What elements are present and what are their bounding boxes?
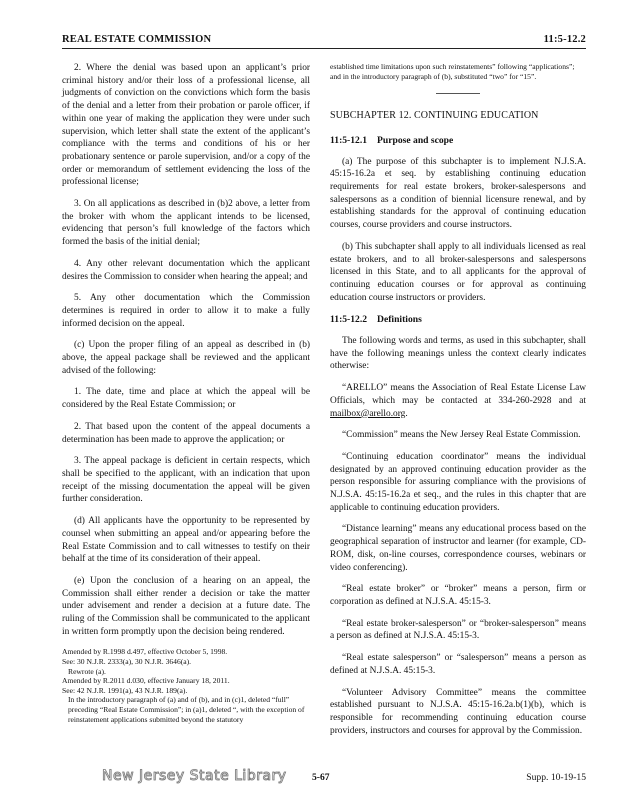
section-title: Definitions [377, 314, 422, 326]
history-line: Amended by R.2011 d.030, effective January 18, 2011. [62, 676, 230, 686]
amendment-history-continued: established time limitations upon such reinstatements” following “applications”; and in the introductory paragraph of (b), substituted “two” for “15”. [330, 62, 575, 81]
history-line: See: 30 N.J.R. 2333(a), 30 N.J.R. 3646(a). [62, 657, 192, 667]
paragraph-c1: 1. The date, time and place at which the appeal will be considered by the Real Estate Commission; or [62, 387, 310, 411]
definition-arello-text: “ARELLO” means the Association of Real Estate License Law Officials, which may be contacted at 334-260-2928 and at [330, 383, 586, 406]
running-header [62, 34, 586, 49]
section-divider [436, 93, 480, 94]
arello-email-link[interactable]: mailbox@arello.org [330, 408, 406, 419]
history-line: Rewrote (a). [68, 666, 106, 676]
section-heading-12-1 [330, 135, 586, 148]
paragraph-c3: 3. The appeal package is deficient in certain respects, which shall be specified to the applicant, with an indication that upon receipt of the missing documentation the appeal will be given further consideration. [62, 456, 310, 505]
section-number: 11:5-12.2 [330, 314, 368, 326]
definition-broker-salesperson: “Real estate broker-salesperson” or “broker-salesperson” means a person as defined at N.J.S.A. 45:15-3. [330, 618, 586, 642]
header-section-number: 11:5-12.2 [543, 34, 586, 45]
paragraph-c: (c) Upon the proper filing of an appeal as described in (b) above, the appeal package shall be reviewed and the applicant advised of the following: [62, 340, 310, 376]
definition-broker: “Real estate broker” or “broker” means a person, firm or corporation as defined at N.J.S.A. 45:15-3. [330, 584, 586, 607]
definitions-intro: The following words and terms, as used in this subchapter, shall have the following meanings unless the context clearly indicates otherwise: [330, 336, 586, 372]
definition-volunteer-committee: “Volunteer Advisory Committee” means the committee established pursuant to N.J.S.A. 45:15-16.2a.b(1)(b), which is responsible for recommending continuing education course providers, instructors and courses for approval by the Commission. [330, 687, 586, 736]
definition-ce-coordinator: “Continuing education coordinator” means the individual designated by an approved continuing education provider as the person responsible for assuring compliance with the provisions of N.J.S.A. 45:15-16.2a et seq., and the rules in this chapter that are applicable to continuing education providers. [330, 451, 586, 513]
paragraph-b5: 5. Any other documentation which the Commission determines is required in order to allow it to make a fully informed decision on the appeal. [62, 293, 310, 329]
definition-arello [330, 382, 586, 420]
paragraph-c2: 2. That based upon the content of the appeal documents a determination has been made to approve the application; or [62, 421, 310, 445]
section-title: Purpose and scope [377, 134, 454, 146]
section-heading-12-2 [330, 314, 586, 327]
definition-salesperson: “Real estate salesperson” or “salesperson” means a person as defined at N.J.S.A. 45:15-3. [330, 653, 586, 676]
definition-distance-learning: “Distance learning” means any educational process based on the geographical separation of instructor and learner (for example, CD-ROM, disk, on-line courses, correspondence courses, webinars or video conferencing). [330, 524, 586, 573]
page-number: 5-67 [312, 772, 330, 783]
paragraph-b4: 4. Any other relevant documentation which the applicant desires the Commission to consider when hearing the appeal; and [62, 258, 310, 282]
paragraph-b3: 3. On all applications as described in (b)2 above, a letter from the broker with whom the applicant intends to be licensed, evidencing that person’s full knowledge of the factors which formed the basis of the initial denial; [62, 199, 310, 248]
paragraph-e: (e) Upon the conclusion of a hearing on an appeal, the Commission shall either render a decision or take the matter under advisement and render a decision at a future date. The ruling of the Commission shall be communicated to the applicant in written form promptly upon the decision being rendered. [62, 575, 310, 637]
amendment-history [62, 647, 310, 724]
section-number: 11:5-12.1 [330, 134, 368, 146]
library-watermark: New Jersey State Library [102, 768, 287, 784]
history-line: In the introductory paragraph of (a) and of (b), and in (c)1, deleted “full” preceding “Real Estate Commission”; in (a)1, deleted “, with the exception of reinstatement applications submitted beyond the statutory [68, 695, 305, 724]
supplement-date: Supp. 10-19-15 [526, 772, 586, 783]
subchapter-heading: SUBCHAPTER 12. CONTINUING EDUCATION [330, 110, 539, 122]
paragraph-12-1-b: (b) This subchapter shall apply to all individuals licensed as real estate brokers, and to all broker-salespersons and salespersons licensed in this State, and to all applicants for the approval of continuing education courses or for approval as continuing education course instructors or providers. [330, 241, 586, 303]
history-line: See: 42 N.J.R. 1991(a), 43 N.J.R. 189(a). [62, 685, 188, 695]
definition-commission: “Commission” means the New Jersey Real Estate Commission. [342, 430, 581, 441]
history-line: Amended by R.1998 d.497, effective October 5, 1998. [62, 647, 228, 657]
paragraph-d: (d) All applicants have the opportunity to be represented by counsel when submitting an appeal and/or appearing before the Real Estate Commission and to call witnesses to testify on their behalf at the time of its consideration of their appeal. [62, 516, 310, 565]
paragraph-12-1-a: (a) The purpose of this subchapter is to implement N.J.S.A. 45:15-16.2a et seq. by establishing continuing education requirements for real estate brokers, broker-salespersons and salespersons as a condition of biennial licensure renewal, and by establishing standards for the approval of continuing education courses, course providers and course instructors. [330, 156, 586, 231]
right-column [330, 62, 586, 746]
left-column [62, 62, 310, 724]
paragraph-b2: 2. Where the denial was based upon an applicant’s prior criminal history and/or their loss of a professional license, all judgments of conviction on the convictions which form the basis of the denial and a letter from their probation or parole officer, if within one year of making the application they were under such supervision, which letter shall state the extent of the applicant’s compliance with the terms and conditions of his or her probationary sentence or parole supervision, and/or a copy of the order or memorandum of settlement evidencing the loss of the professional license; [62, 63, 310, 188]
header-title: REAL ESTATE COMMISSION [62, 34, 212, 45]
definition-arello-end: . [405, 408, 408, 419]
